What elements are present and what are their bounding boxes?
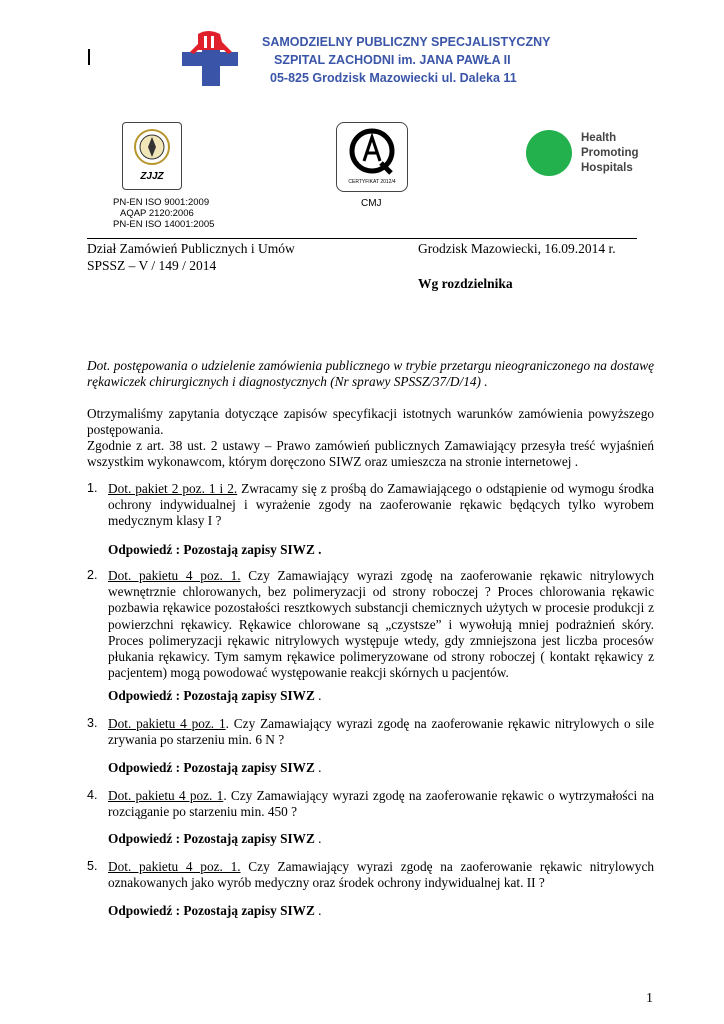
subject: Dot. postępowania o udzielenie zamówienia publicznego w trybie przetargu nieograniczonego na dostawę rękawiczek chirurgicznych i diagnostycznych (Nr sprawy SPSSZ/37/D/14) . <box>87 358 654 390</box>
intro-paragraph-1: Otrzymaliśmy zapytania dotyczące zapisów specyfikacji istotnych warunków zamówienia powyższego postępowania. <box>87 406 654 438</box>
item-reference: Dot. pakiet 2 poz. 1 i 2. <box>108 481 238 496</box>
answer-bold: Odpowiedź : Pozostają zapisy SIWZ <box>108 831 315 846</box>
reference-number: SPSSZ – V / 149 / 2014 <box>87 258 217 273</box>
item-question <box>108 788 654 820</box>
item-answer <box>108 542 322 558</box>
answer-tail: . <box>314 688 322 703</box>
answer-bold: Odpowiedź : Pozostają zapisy SIWZ . <box>108 542 322 557</box>
item-question <box>108 568 654 681</box>
cmj-label: CMJ <box>361 198 382 209</box>
answer-bold: Odpowiedź : Pozostają zapisy SIWZ <box>108 688 315 703</box>
item-number: 4. <box>87 788 98 802</box>
cmj-badge <box>336 122 408 192</box>
item-reference: Dot. pakietu 4 poz. 1. <box>108 568 241 583</box>
item-number: 5. <box>87 859 98 873</box>
item-question-text: Czy Zamawiający wyrazi zgodę na zaoferowanie rękawic nitrylowych wewnętrznie chlorowanych, bez polimeryzacji od strony roboczej ? Proces chlorowania rękawic pozbawia rękawice pozostałości resztkowych substancji chemicznych użytych w procesie produkcji z powierzchni rękawicy. Rękawice chlorowane są „czystsze” i wywołują mniej podrażnień skóry. Proces polimeryzacji rękawic nitrylowych występuje wtedy, gdy zmniejszona jest liczba procesów płukania rękawicy. Tym samym rękawice polimeryzowane od strony roboczej ( kontakt rękawicy z pacjentem) mogą powodować występowanie reakcji skórnych u pacjentów. <box>108 568 654 681</box>
hph-circle-icon <box>526 130 572 176</box>
page-number: 1 <box>646 991 653 1006</box>
item-reference: Dot. pakietu 4 poz. 1 <box>108 716 226 731</box>
hph-line-2: Promoting <box>581 147 639 159</box>
iso-line-2: AQAP 2120:2006 <box>120 208 194 219</box>
item-answer <box>108 760 322 776</box>
header-divider <box>87 238 637 239</box>
letterhead-line-3: 05-825 Grodzisk Mazowiecki ul. Daleka 11 <box>270 71 517 85</box>
recipient: Wg rozdzielnika <box>418 276 513 291</box>
hospital-logo-icon <box>180 30 242 88</box>
cmj-certificate-text: CERTYFIKAT 2012/4 <box>348 179 396 185</box>
cmj-q-logo-icon <box>337 123 407 179</box>
item-reference: Dot. pakietu 4 poz. 1. <box>108 859 241 874</box>
item-question-text: Czy Zamawiający wyrazi zgodę na zaoferowanie rękawic nitrylowych oznakowanych jako wyrób medyczny oraz środek ochrony indywidualnej kat. II ? <box>108 859 654 891</box>
intro-paragraph-2: Zgodnie z art. 38 ust. 2 ustawy – Prawo zamówień publicznych Zamawiający przesyła treść wyjaśnień wszystkim wykonawcom, którym doręczono SIWZ oraz umieszcza na stronie internetowej . <box>87 438 654 470</box>
answer-tail: . <box>314 831 322 846</box>
letterhead-line-1: SAMODZIELNY PUBLICZNY SPECJALISTYCZNY <box>262 35 551 49</box>
zjz-label: ZJJZ <box>140 171 164 182</box>
item-question-text: . Czy Zamawiający wyrazi zgodę na zaoferowanie rękawic nitrylowych o sile zrywania po starzeniu min. 6 N ? <box>108 716 654 748</box>
item-number: 1. <box>87 481 98 495</box>
margin-mark <box>88 49 90 65</box>
item-answer <box>108 903 322 919</box>
item-question-text: Zwracamy się z prośbą do Zamawiającego o odstąpienie od wymogu środka ochrony indywidualnej i wyrażenie zgody na zaoferowanie rękawic będących tylko wyrobem medycznym klasy I ? <box>108 481 654 529</box>
item-question <box>108 481 654 530</box>
answer-bold: Odpowiedź : Pozostają zapisy SIWZ <box>108 760 315 775</box>
item-number: 3. <box>87 716 98 730</box>
item-answer <box>108 688 322 704</box>
zjz-emblem-icon <box>123 123 181 171</box>
item-question <box>108 716 654 748</box>
place-date: Grodzisk Mazowiecki, 16.09.2014 r. <box>418 241 616 256</box>
hph-line-3: Hospitals <box>581 162 633 174</box>
answer-tail: . <box>314 903 322 918</box>
hph-line-1: Health <box>581 132 617 144</box>
letterhead-line-2: SZPITAL ZACHODNI im. JANA PAWŁA II <box>274 53 511 67</box>
answer-bold: Odpowiedź : Pozostają zapisy SIWZ <box>108 903 315 918</box>
item-answer <box>108 831 322 847</box>
item-question <box>108 859 654 891</box>
iso-line-1: PN-EN ISO 9001:2009 <box>113 197 210 208</box>
department-name: Dział Zamówień Publicznych i Umów <box>87 241 295 256</box>
answer-tail: . <box>314 760 322 775</box>
iso-line-3: PN-EN ISO 14001:2005 <box>113 219 215 230</box>
zjz-badge <box>122 122 182 190</box>
item-number: 2. <box>87 568 98 582</box>
item-question-text: . Czy Zamawiający wyrazi zgodę na zaoferowanie rękawic o wytrzymałości na rozciąganie po starzeniu min. 450 ? <box>108 788 654 820</box>
item-reference: Dot. pakietu 4 poz. 1 <box>108 788 224 803</box>
